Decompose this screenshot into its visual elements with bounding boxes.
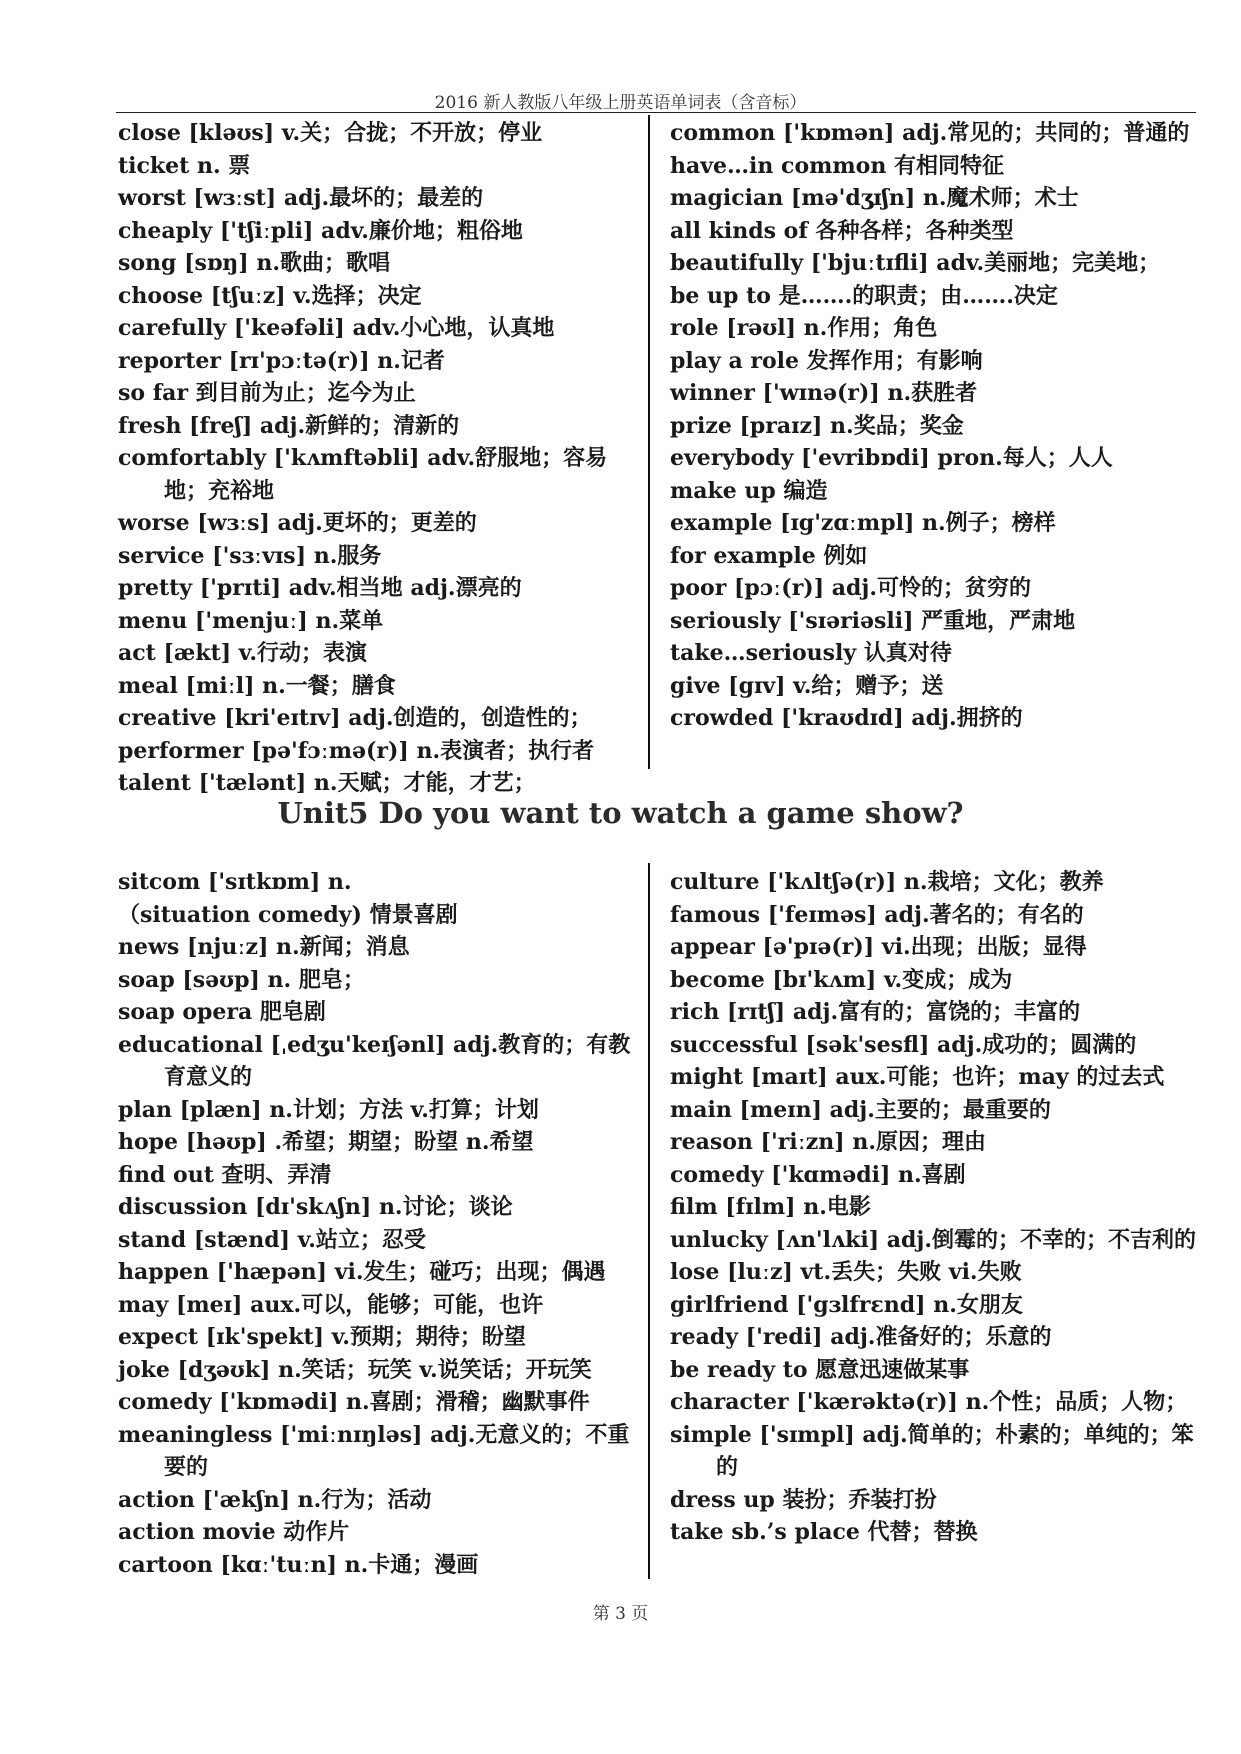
vocab-entry: comedy ['kɑmədi] n.喜剧 — [670, 1161, 966, 1188]
vocab-entry: song [sɒŋ] n.歌曲；歌唱 — [118, 250, 390, 276]
vocab-column-left-section1 — [118, 117, 648, 800]
vocab-entry: worse [wɜːs] adj.更坏的；更差的 — [118, 510, 477, 536]
vocab-entry: happen ['hæpən] vi.发生；碰巧；出现；偶遇 — [118, 1259, 606, 1285]
vocab-entry: take…seriously 认真对待 — [670, 640, 952, 666]
vocab-entry: act [ækt] v.行动；表演 — [118, 640, 368, 666]
vocab-entry: talent ['tælənt] n.天赋；才能，才艺； — [118, 770, 536, 796]
vocab-entry: appear [ə'pɪə(r)] vi.出现；出版；显得 — [670, 934, 1087, 960]
vocab-entry: successful [sək'sesfl] adj.成功的；圆满的 — [670, 1031, 1137, 1058]
vocab-entry: prize [praɪz] n.奖品；奖金 — [670, 412, 964, 439]
vocab-entry: carefully ['keəfəli] adv.小心地，认真地 — [118, 315, 555, 341]
vocab-entry: worst [wɜːst] adj.最坏的；最差的 — [118, 185, 484, 211]
vocab-entry: ready ['redi] adj.准备好的；乐意的 — [670, 1324, 1052, 1350]
vocab-entry: meal [miːl] n.一餐；膳食 — [118, 672, 396, 699]
vocab-entry: soap [səʊp] n. 肥皂； — [118, 966, 365, 993]
page-number: 第 3 页 — [592, 1604, 649, 1624]
vocab-entry: be up to 是…….的职责；由…….决定 — [670, 282, 1058, 309]
header-rule — [116, 112, 1196, 113]
vocab-entry: seriously ['sɪəriəsli] 严重地，严肃地 — [670, 607, 1076, 634]
vocab-entry: may [meɪ] aux.可以，能够；可能，也许 — [118, 1291, 544, 1318]
vocab-entry: sitcom ['sɪtkɒm] n. — [118, 869, 352, 895]
vocab-entry: comfortably ['kʌmftəbli] adv.舒服地；容易地；充裕地 — [118, 445, 608, 504]
vocab-entry: plan [plæn] n.计划；方法 v.打算；计划 — [118, 1096, 539, 1123]
unit-title: Unit5 Do you want to watch a game show? — [277, 796, 964, 830]
vocab-entry: might [maɪt] aux.可能；也许；may 的过去式 — [670, 1064, 1165, 1090]
vocab-entry: main [meɪn] adj.主要的；最重要的 — [670, 1096, 1051, 1123]
vocab-entry: service ['sɜːvɪs] n.服务 — [118, 542, 382, 569]
vocab-entry: magician [mə'dʒɪʃn] n.魔术师；术士 — [670, 185, 1079, 211]
vocab-entry: winner ['wɪnə(r)] n.获胜者 — [670, 380, 978, 406]
vocab-column-left-section2 — [118, 866, 648, 1581]
vocab-entry: comedy ['kɒmədi] n.喜剧；滑稽；幽默事件 — [118, 1389, 590, 1415]
vocab-column-right-section2 — [670, 866, 1200, 1549]
vocab-entry: pretty ['prɪti] adv.相当地 adj.漂亮的 — [118, 575, 522, 601]
vocab-entry: cheaply ['tʃiːpli] adv.廉价地；粗俗地 — [118, 217, 523, 244]
vocab-entry: choose [tʃuːz] v.选择；决定 — [118, 282, 422, 309]
vocab-entry: give [gɪv] v.给；赠予；送 — [670, 672, 944, 699]
vocab-entry: simple ['sɪmpl] adj.简单的；朴素的；单纯的；笨的 — [670, 1421, 1194, 1480]
column-divider — [648, 115, 650, 769]
vocab-entry: soap opera 肥皂剧 — [118, 999, 326, 1025]
vocab-entry: have…in common 有相同特征 — [670, 152, 1004, 179]
vocab-entry: character ['kærəktə(r)] n.个性；品质；人物； — [670, 1389, 1188, 1415]
vocab-entry: all kinds of 各种各样；各种类型 — [670, 217, 1014, 244]
vocab-entry: menu ['menjuː] n.菜单 — [118, 607, 384, 634]
vocab-entry: girlfriend ['gɜlfrɛnd] n.女朋友 — [670, 1291, 1023, 1318]
vocab-column-right-section1 — [670, 117, 1200, 735]
vocab-entry: crowded ['kraʊdɪd] adj.拥挤的 — [670, 705, 1023, 731]
vocab-entry: hope [həʊp] .希望；期望；盼望 n.希望 — [118, 1129, 534, 1155]
vocab-entry: educational [ˌedʒu'keɪʃənl] adj.教育的；有教育意义的 — [118, 1031, 631, 1090]
vocab-entry: discussion [dɪ'skʌʃn] n.讨论；谈论 — [118, 1194, 513, 1220]
vocab-entry: be ready to 愿意迅速做某事 — [670, 1356, 970, 1383]
vocab-entry: film [fɪlm] n.电影 — [670, 1194, 871, 1220]
vocab-entry: action movie 动作片 — [118, 1519, 350, 1545]
vocab-entry: beautifully ['bjuːtɪfli] adv.美丽地；完美地； — [670, 250, 1161, 276]
vocab-entry: fresh [freʃ] adj.新鲜的；清新的 — [118, 412, 460, 439]
vocab-entry: play a role 发挥作用；有影响 — [670, 347, 983, 374]
vocab-entry: stand [stænd] v.站立；忍受 — [118, 1226, 426, 1253]
vocab-entry: ticket n. 票 — [118, 152, 251, 179]
column-divider — [648, 863, 650, 1579]
vocab-entry: unlucky [ʌn'lʌki] adj.倒霉的；不幸的；不吉利的 — [670, 1226, 1197, 1253]
vocab-entry: find out 查明、弄清 — [118, 1161, 332, 1188]
vocab-entry: meaningless ['miːnɪŋləs] adj.无意义的；不重要的 — [118, 1421, 630, 1480]
vocab-entry: role [rəʊl] n.作用；角色 — [670, 315, 938, 341]
vocab-entry: （situation comedy) 情景喜剧 — [118, 901, 458, 928]
vocab-entry: joke [dʒəʊk] n.笑话；玩笑 v.说笑话；开玩笑 — [118, 1356, 592, 1383]
vocab-entry: poor [pɔː(r)] adj.可怜的；贫穷的 — [670, 575, 1032, 601]
vocab-entry: become [bɪ'kʌm] v.变成；成为 — [670, 966, 1013, 993]
vocab-entry: creative [kri'eɪtɪv] adj.创造的，创造性的； — [118, 705, 592, 731]
vocab-entry: expect [ɪk'spekt] v.预期；期待；盼望 — [118, 1324, 526, 1350]
vocab-entry: cartoon [kɑː'tuːn] n.卡通；漫画 — [118, 1551, 479, 1578]
vocab-entry: famous ['feɪməs] adj.著名的；有名的 — [670, 901, 1084, 928]
vocab-entry: dress up 装扮；乔装打扮 — [670, 1486, 937, 1513]
vocab-entry: for example 例如 — [670, 542, 868, 569]
vocab-entry: common ['kɒmən] adj.常见的；共同的；普通的 — [670, 120, 1190, 146]
page-header: 2016 新人教版八年级上册英语单词表（含音标） — [434, 93, 807, 113]
vocab-entry: so far 到目前为止；迄今为止 — [118, 380, 416, 406]
vocab-entry: take sb.’s place 代替；替换 — [670, 1519, 978, 1545]
vocab-entry: reporter [rɪ'pɔːtə(r)] n.记者 — [118, 347, 445, 374]
vocab-entry: example [ɪg'zɑːmpl] n.例子；榜样 — [670, 510, 1056, 536]
vocab-entry: action ['ækʃn] n.行为；活动 — [118, 1486, 432, 1513]
vocab-entry: performer [pə'fɔːmə(r)] n.表演者；执行者 — [118, 737, 595, 764]
vocab-entry: news [njuːz] n.新闻；消息 — [118, 934, 410, 960]
vocab-entry: culture ['kʌltʃə(r)] n.栽培；文化；教养 — [670, 869, 1104, 895]
vocab-entry: make up 编造 — [670, 477, 828, 504]
vocab-entry: reason ['riːzn] n.原因；理由 — [670, 1129, 986, 1155]
vocab-entry: rich [rɪtʃ] adj.富有的；富饶的；丰富的 — [670, 999, 1081, 1025]
vocab-entry: close [kləʊs] v.关；合拢；不开放；停业 — [118, 120, 543, 146]
vocab-entry: lose [luːz] vt.丢失；失败 vi.失败 — [670, 1259, 1022, 1285]
vocab-entry: everybody ['evribɒdi] pron.每人；人人 — [670, 445, 1113, 471]
